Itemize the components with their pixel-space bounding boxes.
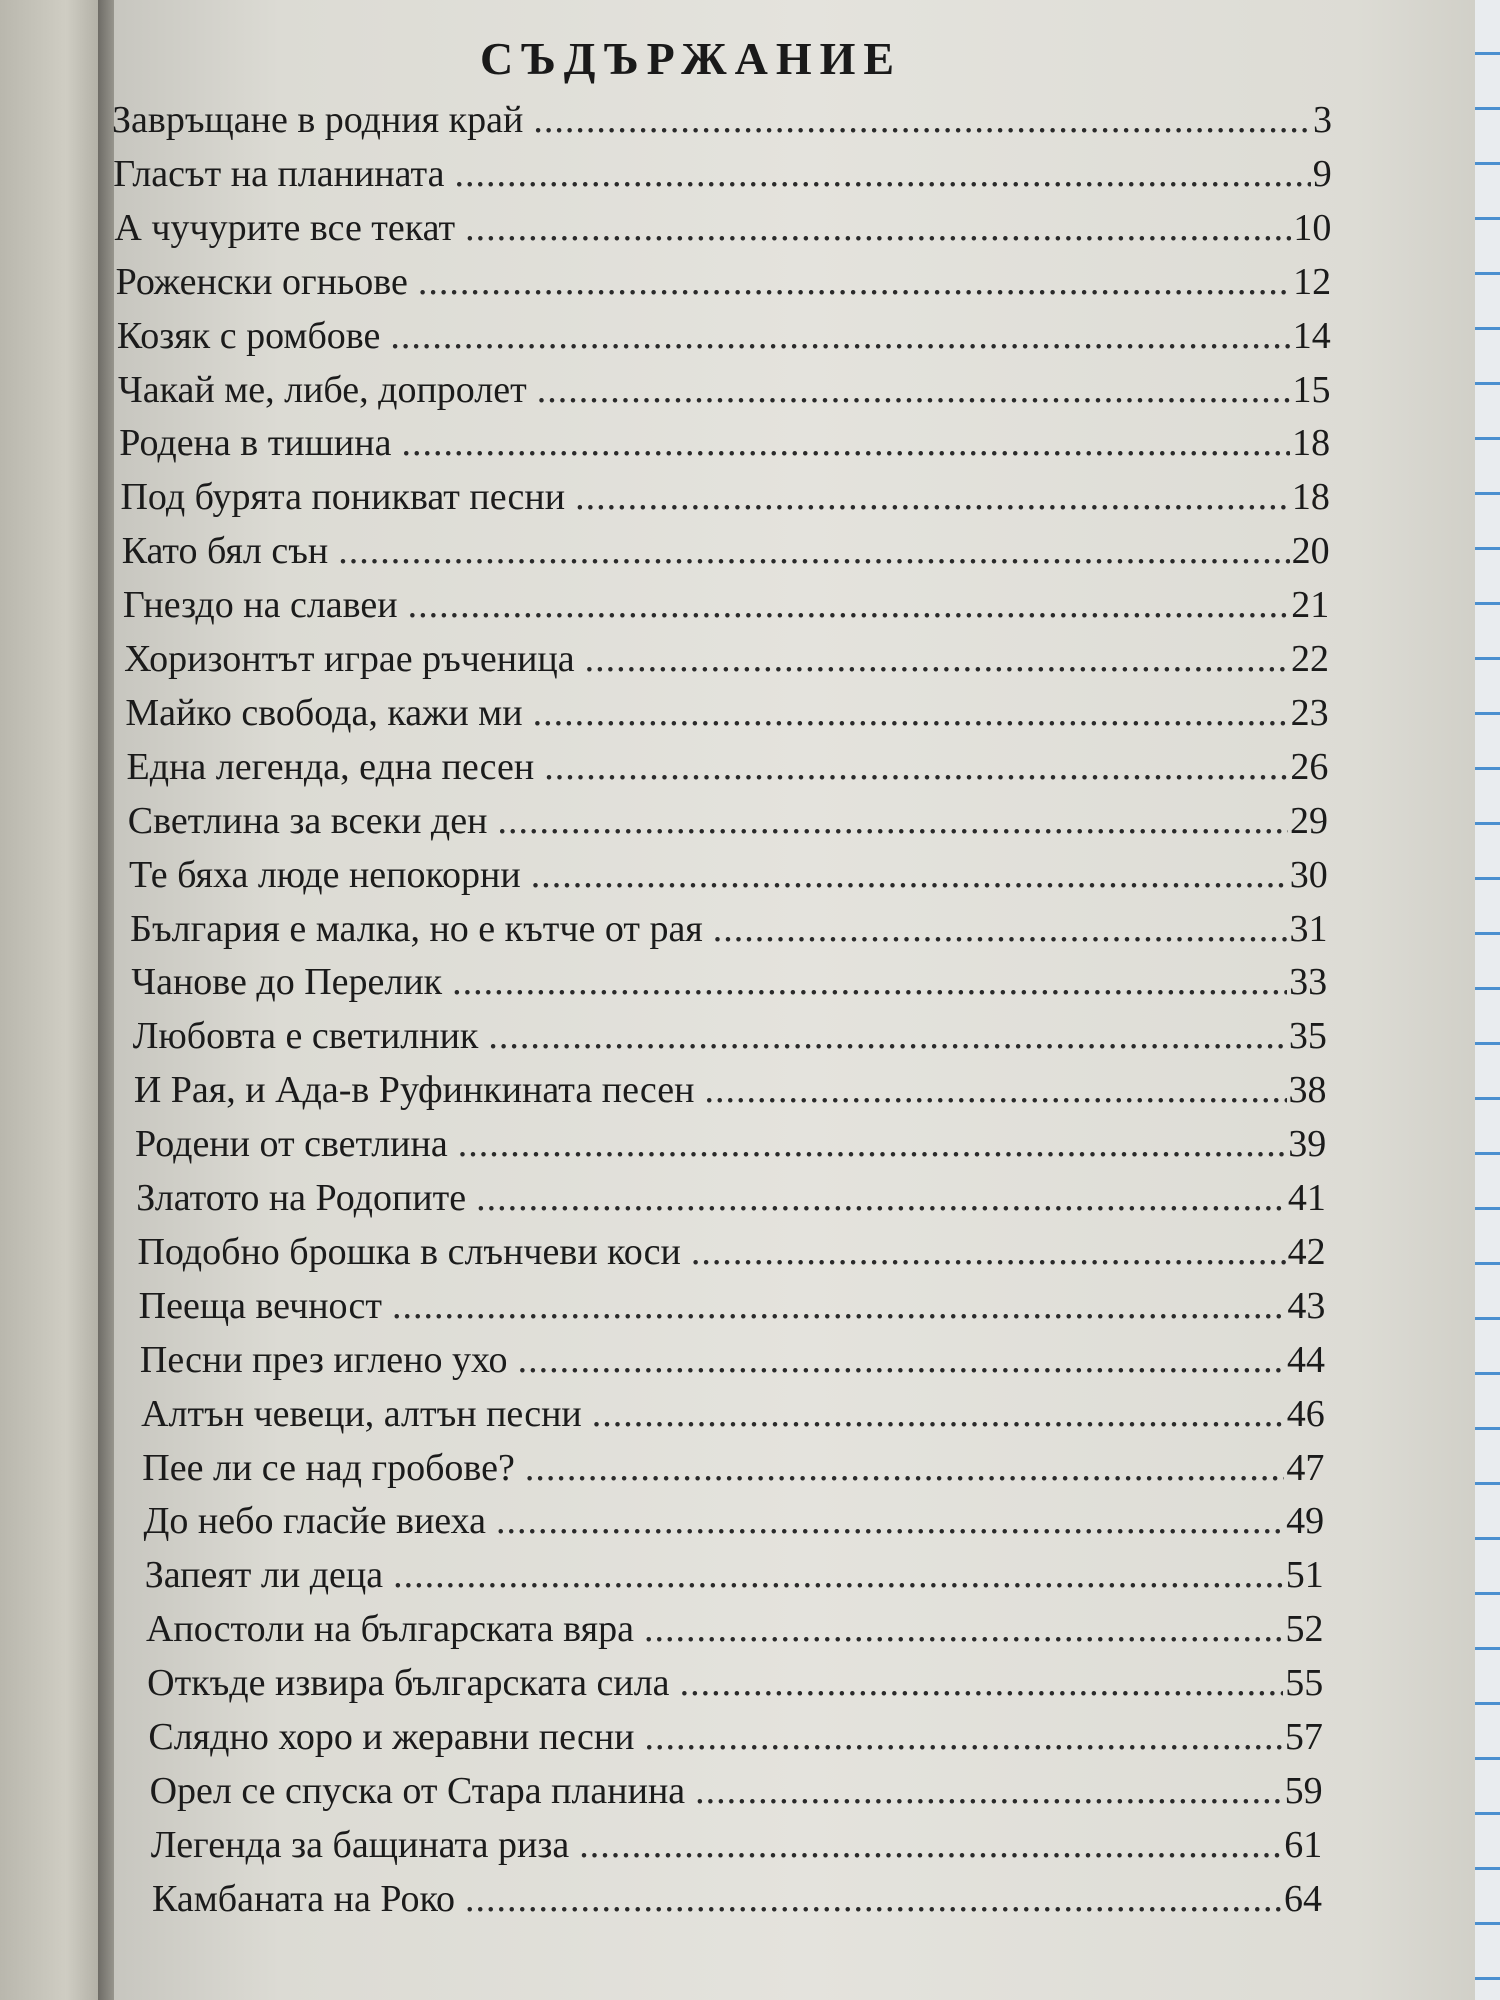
toc-entry-title: Майко свобода, кажи ми [125, 691, 523, 734]
toc-leader-dots [644, 1604, 1284, 1654]
toc-entry [144, 1496, 1325, 1546]
toc-entry [142, 1443, 1324, 1493]
toc-leader-dots [544, 742, 1288, 792]
toc-entry-title: Светлина за всеки ден [127, 799, 488, 842]
toc-entry-title: Родени от светлина [135, 1123, 448, 1166]
toc-entry-page-number: 57 [1284, 1716, 1323, 1758]
toc-leader-dots [713, 904, 1288, 954]
toc-entry-title: Чанове до Перелик [131, 961, 443, 1004]
toc-entry-page-number: 51 [1285, 1554, 1324, 1597]
toc-leader-dots [408, 580, 1290, 630]
toc-leader-dots [488, 1011, 1286, 1061]
toc-entry [128, 796, 1328, 846]
toc-entry-page-number: 22 [1290, 638, 1329, 680]
toc-entry-page-number: 21 [1291, 584, 1330, 627]
toc-entry-page-number: 38 [1288, 1069, 1327, 1112]
toc-entry [122, 526, 1330, 576]
toc-entry-page-number: 49 [1286, 1500, 1325, 1543]
toc-entry [135, 1119, 1326, 1169]
toc-entry-title: Родена в тишина [119, 422, 392, 465]
toc-leader-dots [458, 1119, 1287, 1169]
toc-leader-dots [645, 1712, 1283, 1762]
toc-entry-page-number: 64 [1284, 1877, 1322, 1920]
toc-entry [117, 311, 1331, 361]
toc-entry [123, 580, 1329, 630]
toc-entry-title: Златото на Родопите [136, 1177, 467, 1219]
toc-leader-dots [680, 1658, 1284, 1708]
page-title: СЪДЪРЖАНИЕ [480, 33, 903, 84]
toc-entry [137, 1227, 1325, 1277]
toc-entry-title: Легенда за бащината риза [150, 1823, 570, 1866]
toc-leader-dots [476, 1173, 1286, 1223]
toc-entry-title: Една легенда, една песен [126, 745, 535, 788]
toc-entry [127, 742, 1329, 792]
toc-entry [140, 1335, 1325, 1385]
toc-entry [118, 365, 1330, 415]
toc-entry-page-number: 3 [1313, 99, 1332, 141]
toc-entry-page-number: 41 [1287, 1177, 1326, 1219]
toc-entry-page-number: 30 [1289, 853, 1328, 896]
toc-leader-dots [579, 1820, 1282, 1870]
toc-entry-title: Пееща вечност [138, 1284, 382, 1327]
toc-entry-page-number: 33 [1289, 961, 1328, 1004]
toc-entry-page-number: 39 [1288, 1123, 1327, 1166]
toc-entry-title: Като бял сън [121, 530, 329, 573]
toc-leader-dots [691, 1227, 1286, 1277]
toc-entry-title: Камбаната на Роко [152, 1877, 456, 1920]
toc-entry-title: Орел се спуска от Стара планина [149, 1769, 686, 1812]
toc-entry-title: А чучурите все текат [114, 206, 456, 249]
toc-entry-title: Любовта е светилник [132, 1015, 479, 1058]
toc-entry-page-number: 52 [1285, 1608, 1324, 1651]
toc-leader-dots [518, 1335, 1285, 1385]
toc-leader-dots [465, 1874, 1282, 1924]
toc-entry [148, 1712, 1323, 1762]
toc-leader-dots [585, 634, 1289, 684]
toc-entry-title: Завръщане в родния край [112, 99, 524, 141]
toc-leader-dots [452, 957, 1287, 1007]
toc-entry-title: И Рая, и Ада-в Руфинкината песен [133, 1069, 695, 1112]
toc-entry [113, 149, 1331, 199]
toc-entry-page-number: 61 [1284, 1823, 1323, 1866]
toc-entry-page-number: 18 [1291, 476, 1330, 519]
toc-entry-page-number: 46 [1286, 1392, 1325, 1435]
toc-entry-title: Козяк с ромбове [116, 314, 381, 357]
toc-leader-dots [704, 1065, 1286, 1115]
toc-entry-page-number: 9 [1312, 152, 1332, 195]
toc-leader-dots [592, 1389, 1285, 1439]
toc-entry [146, 1604, 1324, 1654]
toc-entry-page-number: 55 [1285, 1662, 1324, 1705]
toc-leader-dots [525, 1443, 1285, 1493]
toc-entry [116, 257, 1331, 307]
toc-entry-page-number: 29 [1290, 799, 1329, 842]
toc-entry [133, 1011, 1327, 1061]
toc-entry-title: Чакай ме, либе, допролет [118, 368, 527, 411]
toc-entry [120, 472, 1329, 522]
toc-entry [152, 1874, 1322, 1924]
toc-entry [151, 1820, 1323, 1870]
toc-leader-dots [496, 1496, 1284, 1546]
toc-leader-dots [454, 149, 1310, 199]
toc-entry-page-number: 42 [1287, 1230, 1326, 1273]
toc-entry-page-number: 14 [1292, 314, 1331, 357]
toc-entry-page-number: 59 [1284, 1769, 1323, 1812]
toc-entry [130, 904, 1327, 954]
toc-entry-page-number: 35 [1288, 1015, 1327, 1058]
toc-leader-dots [533, 95, 1311, 145]
toc-leader-dots [497, 796, 1288, 846]
toc-entry-page-number: 47 [1286, 1446, 1325, 1489]
toc-entry-page-number: 31 [1289, 907, 1328, 950]
toc-entry-page-number: 12 [1293, 260, 1332, 303]
toc-entry [147, 1658, 1323, 1708]
toc-entry [114, 203, 1331, 253]
toc-entry-title: Запеят ли деца [144, 1554, 384, 1597]
toc-entry-page-number: 23 [1290, 691, 1329, 734]
toc-entry [125, 688, 1328, 738]
toc-entry-title: Подобно брошка в слънчеви коси [137, 1230, 681, 1273]
toc-entry [150, 1766, 1323, 1816]
toc-entry-page-number: 43 [1287, 1284, 1326, 1327]
toc-entry [131, 957, 1327, 1007]
toc-entry-title: България е малка, но е кътче от рая [130, 907, 703, 950]
toc-leader-dots [338, 526, 1289, 576]
toc-entry-page-number: 26 [1290, 745, 1329, 788]
toc-leader-dots [537, 365, 1291, 415]
toc-entry-title: Хоризонтът играе ръченица [124, 638, 575, 680]
toc-entry-title: Те бяха люде непокорни [128, 853, 521, 896]
toc-leader-dots [531, 850, 1288, 900]
toc-entry [139, 1281, 1326, 1331]
toc-entry-title: Гласът на планината [113, 152, 445, 195]
toc-entry [112, 95, 1332, 145]
toc-leader-dots [393, 1550, 1284, 1600]
toc-entry [119, 418, 1330, 468]
toc-entry [124, 634, 1329, 684]
toc-entry-page-number: 44 [1287, 1338, 1326, 1381]
toc-entry-title: Апостоли на българската вяра [145, 1608, 634, 1651]
toc-entry-title: Слядно хоро и жеравни песни [148, 1716, 635, 1758]
toc-entry-page-number: 15 [1292, 368, 1331, 411]
toc-leader-dots [418, 257, 1291, 307]
toc-entry-title: Пее ли се над гробове? [142, 1446, 515, 1489]
toc-entry [145, 1550, 1324, 1600]
toc-entry-title: Роженски огньове [115, 260, 408, 303]
toc-leader-dots [533, 688, 1289, 738]
toc-leader-dots [390, 311, 1290, 361]
toc-entry-title: До небо гласйе виеха [143, 1500, 487, 1543]
toc-entry-title: Под бурята поникват песни [120, 476, 566, 519]
toc-entry [136, 1173, 1326, 1223]
toc-entry-page-number: 20 [1291, 530, 1330, 573]
toc-entry [134, 1065, 1327, 1115]
toc-entry-page-number: 18 [1292, 422, 1331, 465]
toc-entry [129, 850, 1328, 900]
toc-leader-dots [465, 203, 1291, 253]
toc-entry-title: Алтън чевеци, алтън песни [141, 1392, 582, 1435]
toc-entry-title: Откъде извира българската сила [147, 1662, 670, 1705]
toc-entry-title: Гнездо на славеи [122, 584, 398, 627]
toc-leader-dots [392, 1281, 1285, 1331]
toc-leader-dots [575, 472, 1290, 522]
toc-entry-page-number: 10 [1293, 206, 1332, 249]
toc-entry-title: Песни през иглено ухо [139, 1338, 508, 1381]
toc-leader-dots [695, 1766, 1282, 1816]
toc-leader-dots [401, 418, 1290, 468]
toc-entry [141, 1389, 1325, 1439]
